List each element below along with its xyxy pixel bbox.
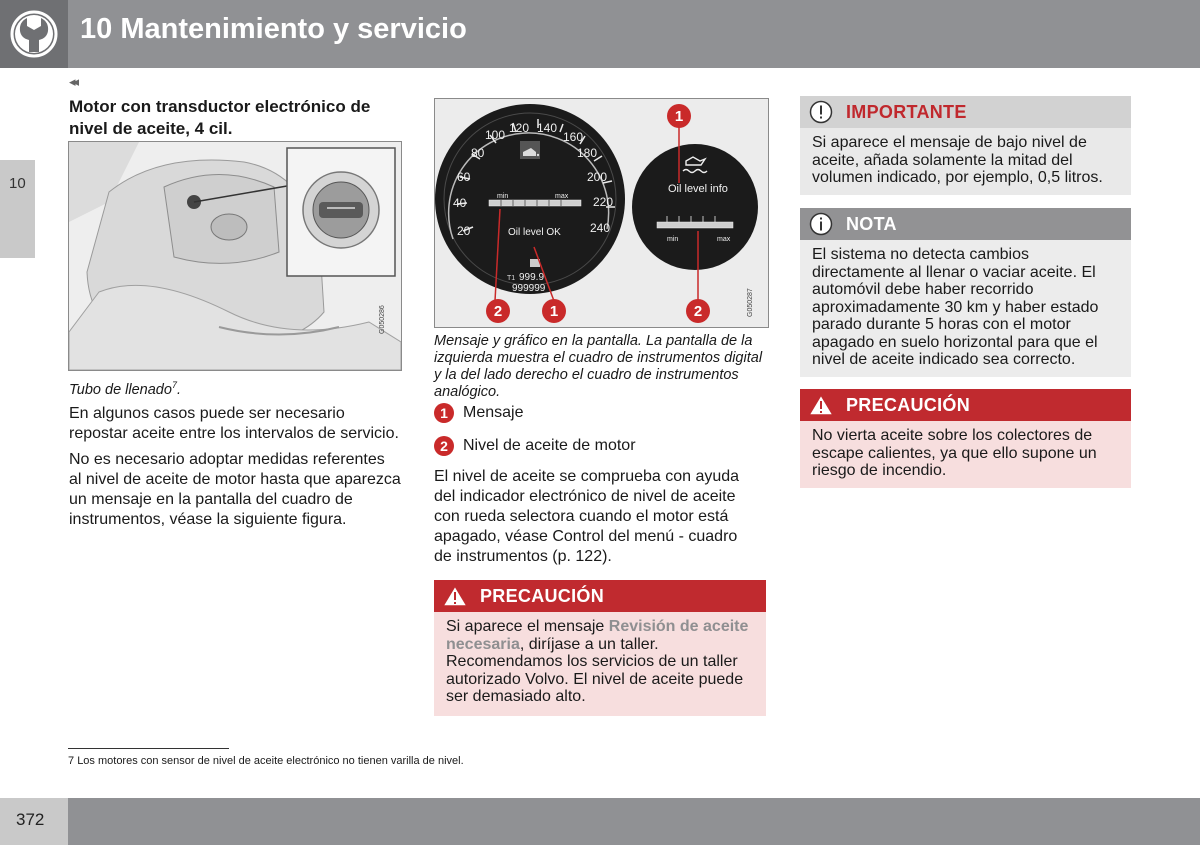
engine-photo xyxy=(68,141,402,371)
trip-label: T1 xyxy=(507,275,516,282)
gauge-min-label: min xyxy=(497,193,509,200)
important-header xyxy=(800,96,1131,128)
warning-text-pre: Si aparece el mensaje xyxy=(446,618,609,635)
paragraph-2: No es necesario adoptar medidas referentes al nivel de aceite de motor hasta que aparezca un mensaje en la pantalla del cuadro de instrumentos, véase la siguiente figura. xyxy=(69,451,401,528)
note-body: El sistema no detecta cambios directamente al llenar o vaciar aceite. El automóvil debe haber recorrido aproximadamente 30 km y haber estado parado durante 5 horas con el motor apagado en suelo horizontal para que el nivel de aceite indicado sea correcto. xyxy=(800,240,1131,377)
footnote-text: Los motores con sensor de nivel de aceite electrónico no tienen varilla de nivel. xyxy=(77,755,464,767)
analog-min-label: min xyxy=(667,236,679,243)
important-body: Si aparece el mensaje de bajo nivel de aceite, añada solamente la mitad del volumen indicado, por ejemplo, 0,5 litros. xyxy=(800,128,1131,195)
gauge-max-label: max xyxy=(555,193,569,200)
note-header xyxy=(800,208,1131,240)
warning-text-post: , diríjase a un taller. Recomendamos los servicios de un taller autorizado Volvo. El nivel de aceite puede ser demasiado alto. xyxy=(446,635,744,705)
legend-label-2: Nivel de aceite de motor xyxy=(463,437,636,454)
analog-max-label: max xyxy=(717,236,731,243)
oil-level-info-text: Oil level info xyxy=(668,183,728,195)
page-number: 372 xyxy=(16,810,45,829)
instrument-illustration xyxy=(435,99,768,327)
legend-item-1 xyxy=(434,403,523,423)
legend-item-2 xyxy=(434,436,636,456)
photo-caption-text: Tubo de llenado xyxy=(69,381,172,398)
warning-message-highlight: Revisión de aceite necesaria xyxy=(446,618,749,653)
gauge-label-160: 160 xyxy=(563,130,584,144)
important-box xyxy=(800,96,1131,195)
footnote-ref[interactable]: 7 xyxy=(171,380,177,390)
callout-1-bottom: 1 xyxy=(549,303,559,320)
gauge-label-120: 120 xyxy=(509,121,530,135)
paragraph-3: El nivel de aceite se comprueba con ayuda del indicador electrónico de nivel de aceite con rueda selectora cuando el motor está apagado, véase Control del menú - cuadro de instrumentos (p. 122). xyxy=(434,468,740,565)
figure-code: G050287 xyxy=(747,288,754,317)
back-arrows[interactable]: ◂◂ xyxy=(69,74,77,89)
warning-right-body: No vierta aceite sobre los colectores de escape calientes, ya que ello supone un riesgo de incendio. xyxy=(800,421,1131,488)
trip-value: 999.9 xyxy=(519,272,545,283)
oil-can-icon xyxy=(520,141,540,159)
gauge-label-240: 240 xyxy=(590,221,611,235)
page-header xyxy=(0,0,1200,68)
section-heading: Motor con transductor electrónico de nivel de aceite, 4 cil. xyxy=(69,97,371,138)
warning-box-middle xyxy=(434,580,766,716)
engine-illustration xyxy=(69,142,401,370)
figure-caption: Mensaje y gráfico en la pantalla. La pantalla de la izquierda muestra el cuadro de instrumentos digital y la del lado derecho el cuadro de instrumentos analógico. xyxy=(434,333,763,400)
gauge-label-60: 60 xyxy=(457,170,471,184)
photo-caption xyxy=(69,377,181,399)
gauge-label-20: 20 xyxy=(457,224,471,238)
gauge-label-140: 140 xyxy=(537,121,558,135)
chapter-number: 10 xyxy=(9,175,26,192)
gauge-label-180: 180 xyxy=(577,146,598,160)
wrench-icon xyxy=(0,0,68,68)
warning-box-right xyxy=(800,389,1131,488)
callout-1-top: 1 xyxy=(674,108,684,125)
footnote xyxy=(68,755,464,767)
paragraph-1: En algunos casos puede ser necesario repostar aceite entre los intervalos de servicio. xyxy=(69,405,399,442)
oil-level-ok-text: Oil level OK xyxy=(508,227,561,238)
warning-triangle-icon xyxy=(442,583,468,609)
gauge-label-100: 100 xyxy=(485,128,506,142)
page-footer xyxy=(0,798,1200,845)
footnote-number: 7 xyxy=(68,755,75,767)
chapter-side-tab xyxy=(0,160,35,258)
gauge-label-40: 40 xyxy=(453,196,467,210)
callout-2-right: 2 xyxy=(693,303,703,320)
oil-level-bar xyxy=(489,200,581,206)
callout-2-left: 2 xyxy=(493,303,503,320)
odometer-value: 999999 xyxy=(512,283,546,294)
important-title: IMPORTANTE xyxy=(846,101,967,122)
warning-right-header xyxy=(800,389,1131,421)
analog-oil-level-bar xyxy=(657,222,733,228)
page-title: 10 Mantenimiento y servicio xyxy=(80,13,467,45)
gauge-label-200: 200 xyxy=(587,170,608,184)
info-icon xyxy=(808,211,834,237)
note-box xyxy=(800,208,1131,377)
photo-code: G050286 xyxy=(379,305,386,334)
photo-caption-end: . xyxy=(176,381,181,398)
legend-badge-2: 2 xyxy=(434,436,454,456)
legend-badge-1: 1 xyxy=(434,403,454,423)
legend-label-1: Mensaje xyxy=(463,404,524,421)
warning-title: PRECAUCIÓN xyxy=(480,585,605,606)
footnote-divider xyxy=(68,748,229,749)
warning-header xyxy=(434,580,766,612)
note-title: NOTA xyxy=(846,213,897,234)
instrument-figure xyxy=(434,98,769,328)
warning-triangle-icon xyxy=(808,392,834,418)
warning-body xyxy=(434,612,766,716)
warning-right-title: PRECAUCIÓN xyxy=(846,394,971,415)
chapter-icon-box xyxy=(0,0,68,68)
gauge-label-80: 80 xyxy=(471,146,485,160)
page-number-box xyxy=(0,798,68,845)
exclamation-icon xyxy=(808,99,834,125)
gauge-label-220: 220 xyxy=(593,195,614,209)
